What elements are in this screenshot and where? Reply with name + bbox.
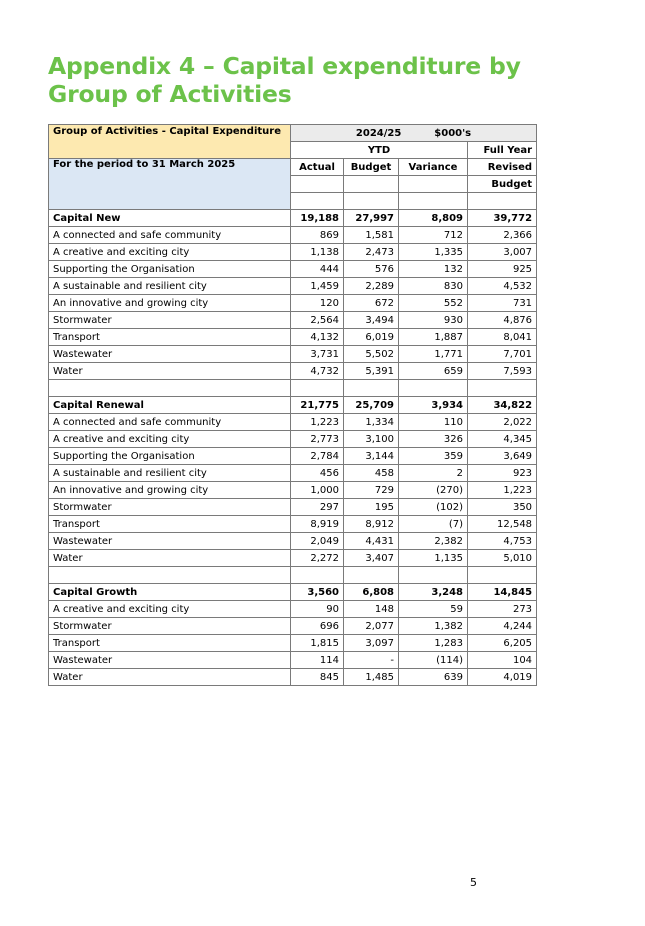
revised-budget-cell: 4,876 — [468, 312, 537, 329]
activity-name: Wastewater — [49, 346, 291, 363]
group-actual-cell: 3,560 — [291, 584, 344, 601]
budget-cell: 6,019 — [344, 329, 399, 346]
actual-header: Actual — [291, 159, 344, 176]
variance-cell: 1,382 — [399, 618, 468, 635]
empty-cell — [468, 380, 537, 397]
budget-cell: 1,581 — [344, 227, 399, 244]
activity-name: Wastewater — [49, 652, 291, 669]
activity-name: A creative and exciting city — [49, 244, 291, 261]
variance-cell: 552 — [399, 295, 468, 312]
group-total-row — [49, 210, 537, 227]
actual-cell: 2,773 — [291, 431, 344, 448]
actual-cell: 1,223 — [291, 414, 344, 431]
revised-budget-cell: 2,366 — [468, 227, 537, 244]
group-name: Capital New — [49, 210, 291, 227]
activity-name: Stormwater — [49, 499, 291, 516]
actual-cell: 2,272 — [291, 550, 344, 567]
variance-cell: (102) — [399, 499, 468, 516]
table-row — [49, 601, 537, 618]
revised-budget-cell: 3,649 — [468, 448, 537, 465]
table-row — [49, 329, 537, 346]
activity-name: Transport — [49, 635, 291, 652]
budget-cell: 8,912 — [344, 516, 399, 533]
variance-cell: 930 — [399, 312, 468, 329]
empty-cell — [344, 193, 399, 210]
empty-cell — [399, 193, 468, 210]
activity-name: Water — [49, 669, 291, 686]
revised-budget-cell: 273 — [468, 601, 537, 618]
actual-cell: 90 — [291, 601, 344, 618]
variance-cell: 830 — [399, 278, 468, 295]
budget-cell: 3,100 — [344, 431, 399, 448]
activity-name: Wastewater — [49, 533, 291, 550]
budget-cell: 148 — [344, 601, 399, 618]
budget-cell: 672 — [344, 295, 399, 312]
revised-budget-cell: 5,010 — [468, 550, 537, 567]
empty-cell — [344, 567, 399, 584]
table-row — [49, 499, 537, 516]
variance-cell: (270) — [399, 482, 468, 499]
empty-cell — [399, 176, 468, 193]
page-heading: Appendix 4 – Capital expenditure by Group of Activities — [48, 52, 521, 108]
capital-expenditure-table — [48, 124, 537, 686]
activity-name: A connected and safe community — [49, 227, 291, 244]
revised-budget-cell: 4,244 — [468, 618, 537, 635]
actual-cell: 3,731 — [291, 346, 344, 363]
budget-cell: 5,502 — [344, 346, 399, 363]
revised-header: Revised — [468, 159, 537, 176]
budget-cell: 1,485 — [344, 669, 399, 686]
activity-name: Supporting the Organisation — [49, 261, 291, 278]
table-row — [49, 669, 537, 686]
actual-cell: 297 — [291, 499, 344, 516]
table-row — [49, 431, 537, 448]
actual-cell: 1,000 — [291, 482, 344, 499]
actual-cell: 2,049 — [291, 533, 344, 550]
period-label: For the period to 31 March 2025 — [49, 159, 291, 210]
group-revised-budget-cell: 14,845 — [468, 584, 537, 601]
actual-cell: 4,732 — [291, 363, 344, 380]
empty-cell — [344, 380, 399, 397]
revised-budget-cell: 12,548 — [468, 516, 537, 533]
group-total-row — [49, 397, 537, 414]
variance-cell: 326 — [399, 431, 468, 448]
budget-cell: 2,077 — [344, 618, 399, 635]
budget-cell: 2,289 — [344, 278, 399, 295]
group-name: Capital Renewal — [49, 397, 291, 414]
budget-cell: - — [344, 652, 399, 669]
empty-cell — [291, 193, 344, 210]
budget-cell: 3,494 — [344, 312, 399, 329]
ytd-header: YTD — [291, 142, 468, 159]
activity-name: Supporting the Organisation — [49, 448, 291, 465]
actual-cell: 4,132 — [291, 329, 344, 346]
actual-cell: 444 — [291, 261, 344, 278]
revised-budget-cell: 4,345 — [468, 431, 537, 448]
revised-budget-cell: 3,007 — [468, 244, 537, 261]
revised-budget-cell: 104 — [468, 652, 537, 669]
table-row — [49, 278, 537, 295]
table-row — [49, 227, 537, 244]
spacer-row — [49, 567, 537, 584]
budget-cell: 195 — [344, 499, 399, 516]
variance-cell: 1,135 — [399, 550, 468, 567]
variance-cell: 359 — [399, 448, 468, 465]
revised-budget-cell: 731 — [468, 295, 537, 312]
activity-name: Water — [49, 550, 291, 567]
empty-cell — [49, 567, 291, 584]
revised-budget-cell: 350 — [468, 499, 537, 516]
group-budget-cell: 6,808 — [344, 584, 399, 601]
table-row — [49, 516, 537, 533]
table-row — [49, 635, 537, 652]
revised-budget-cell: 4,019 — [468, 669, 537, 686]
variance-cell: 110 — [399, 414, 468, 431]
actual-cell: 1,138 — [291, 244, 344, 261]
table-row — [49, 414, 537, 431]
revised-budget-cell: 1,223 — [468, 482, 537, 499]
revised-budget-cell: 4,532 — [468, 278, 537, 295]
budget-cell: 5,391 — [344, 363, 399, 380]
variance-cell: 1,887 — [399, 329, 468, 346]
revised-budget-header: Budget — [468, 176, 537, 193]
activity-name: A sustainable and resilient city — [49, 278, 291, 295]
table-row — [49, 550, 537, 567]
empty-cell — [344, 176, 399, 193]
actual-cell: 845 — [291, 669, 344, 686]
variance-cell: 1,771 — [399, 346, 468, 363]
budget-cell: 3,097 — [344, 635, 399, 652]
budget-cell: 1,334 — [344, 414, 399, 431]
budget-cell: 4,431 — [344, 533, 399, 550]
table-row — [49, 652, 537, 669]
actual-cell: 2,564 — [291, 312, 344, 329]
group-variance-cell: 8,809 — [399, 210, 468, 227]
group-actual-cell: 19,188 — [291, 210, 344, 227]
empty-cell — [468, 567, 537, 584]
revised-budget-cell: 4,753 — [468, 533, 537, 550]
empty-cell — [49, 380, 291, 397]
variance-cell: 1,335 — [399, 244, 468, 261]
variance-cell: 2,382 — [399, 533, 468, 550]
table-row — [49, 465, 537, 482]
actual-cell: 1,815 — [291, 635, 344, 652]
variance-cell: 132 — [399, 261, 468, 278]
group-budget-cell: 27,997 — [344, 210, 399, 227]
revised-budget-cell: 923 — [468, 465, 537, 482]
activity-name: An innovative and growing city — [49, 295, 291, 312]
actual-cell: 696 — [291, 618, 344, 635]
spacer-row — [49, 380, 537, 397]
variance-cell: 2 — [399, 465, 468, 482]
budget-cell: 3,407 — [344, 550, 399, 567]
activity-name: A sustainable and resilient city — [49, 465, 291, 482]
revised-budget-cell: 6,205 — [468, 635, 537, 652]
table-row — [49, 618, 537, 635]
activity-name: An innovative and growing city — [49, 482, 291, 499]
group-revised-budget-cell: 39,772 — [468, 210, 537, 227]
empty-cell — [291, 176, 344, 193]
empty-cell — [468, 193, 537, 210]
empty-cell — [291, 567, 344, 584]
activity-name: A creative and exciting city — [49, 601, 291, 618]
table-row — [49, 261, 537, 278]
empty-cell — [399, 567, 468, 584]
empty-cell — [291, 380, 344, 397]
revised-budget-cell: 7,593 — [468, 363, 537, 380]
budget-cell: 729 — [344, 482, 399, 499]
table-row — [49, 448, 537, 465]
table-row — [49, 346, 537, 363]
budget-cell: 458 — [344, 465, 399, 482]
variance-cell: 59 — [399, 601, 468, 618]
activity-name: Transport — [49, 516, 291, 533]
activity-name: A connected and safe community — [49, 414, 291, 431]
budget-header: Budget — [344, 159, 399, 176]
revised-budget-cell: 7,701 — [468, 346, 537, 363]
group-actual-cell: 21,775 — [291, 397, 344, 414]
budget-cell: 2,473 — [344, 244, 399, 261]
full-year-header: Full Year — [468, 142, 537, 159]
table-row — [49, 312, 537, 329]
group-variance-cell: 3,934 — [399, 397, 468, 414]
revised-budget-cell: 2,022 — [468, 414, 537, 431]
table-row — [49, 533, 537, 550]
table-title: Group of Activities - Capital Expenditure — [49, 125, 291, 159]
group-name: Capital Growth — [49, 584, 291, 601]
actual-cell: 114 — [291, 652, 344, 669]
activity-name: Transport — [49, 329, 291, 346]
table-row — [49, 363, 537, 380]
variance-cell: 1,283 — [399, 635, 468, 652]
variance-header: Variance — [399, 159, 468, 176]
empty-cell — [399, 380, 468, 397]
variance-cell: 712 — [399, 227, 468, 244]
activity-name: Water — [49, 363, 291, 380]
table-row — [49, 482, 537, 499]
activity-name: Stormwater — [49, 618, 291, 635]
actual-cell: 869 — [291, 227, 344, 244]
year-unit-header — [291, 125, 537, 142]
group-revised-budget-cell: 34,822 — [468, 397, 537, 414]
budget-cell: 576 — [344, 261, 399, 278]
actual-cell: 1,459 — [291, 278, 344, 295]
table-row — [49, 295, 537, 312]
budget-cell: 3,144 — [344, 448, 399, 465]
actual-cell: 120 — [291, 295, 344, 312]
activity-name: A creative and exciting city — [49, 431, 291, 448]
actual-cell: 2,784 — [291, 448, 344, 465]
group-variance-cell: 3,248 — [399, 584, 468, 601]
group-total-row — [49, 584, 537, 601]
activity-name: Stormwater — [49, 312, 291, 329]
page-number: 5 — [470, 876, 477, 889]
actual-cell: 456 — [291, 465, 344, 482]
variance-cell: 639 — [399, 669, 468, 686]
variance-cell: 659 — [399, 363, 468, 380]
actual-cell: 8,919 — [291, 516, 344, 533]
unit-label: $000's — [434, 127, 472, 139]
revised-budget-cell: 925 — [468, 261, 537, 278]
table-row — [49, 244, 537, 261]
variance-cell: (114) — [399, 652, 468, 669]
variance-cell: (7) — [399, 516, 468, 533]
group-budget-cell: 25,709 — [344, 397, 399, 414]
revised-budget-cell: 8,041 — [468, 329, 537, 346]
year-label: 2024/25 — [355, 127, 402, 139]
